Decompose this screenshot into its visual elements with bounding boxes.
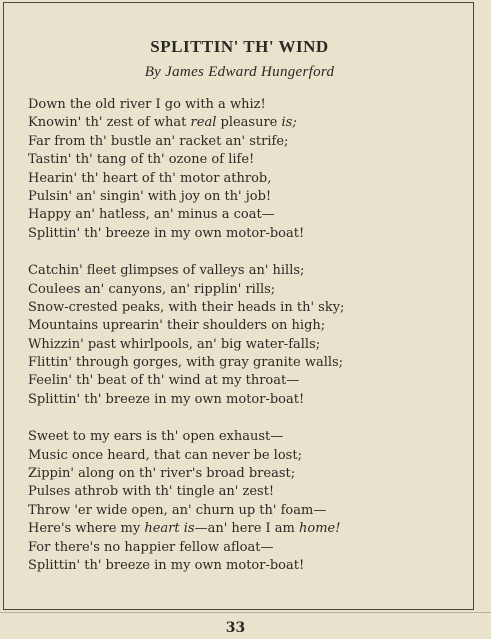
poem-stanza [28,96,468,243]
poem-line [28,151,468,169]
poem-line-text: Zippin' along on th' river's broad breast; [28,466,296,482]
poem-line-text: Snow-crested peaks, with their heads in th' sky; [28,299,345,315]
poem-line [28,225,468,243]
poem-line-text: Feelin' th' beat of th' wind at my throat— [28,373,300,389]
poem-title: SPLITTIN' TH' WIND [150,37,329,56]
poem-line-emphasis: home! [299,521,341,537]
poem-line-text: Happy an' hatless, an' minus a coat— [28,207,275,223]
poem-line [28,391,468,409]
poem-stanza [28,262,468,409]
poem-stanza [28,428,468,575]
page-edge-divider [0,612,491,613]
poem-line [28,539,468,557]
poem-line [28,114,468,132]
page-number: 33 [225,620,246,636]
poem-line-text: pleasure [216,115,282,131]
poem-byline: By James Edward Hungerford [144,64,335,80]
poem-line-text: Coulees an' canyons, an' ripplin' rills; [28,281,276,297]
poem-line-text: Tastin' th' tang of th' ozone of life! [28,152,255,168]
poem-line-text: Pulsin' an' singin' with joy on th' job! [28,188,272,204]
poem-line [28,206,468,224]
poem-line [28,354,468,372]
poem-line [28,96,468,114]
poem-line [28,133,468,151]
poem-line-text: Splittin' th' breeze in my own motor-boat! [28,557,305,573]
poem-line-emphasis: is; [281,115,297,131]
poem-line-text: Catchin' fleet glimpses of valleys an' hills; [28,263,305,279]
poem-line-text: Sweet to my ears is th' open exhaust— [28,429,284,445]
poem-line [28,447,468,465]
poem-line-text: Knowin' th' zest of what [28,115,191,131]
poem-line-text: Music once heard, that can never be lost; [28,447,302,463]
article-frame [3,2,474,610]
poem-line [28,483,468,501]
poem-line [28,372,468,390]
poem-line [28,557,468,575]
poem-line-text: Pulses athrob with th' tingle an' zest! [28,484,275,500]
poem-line [28,299,468,317]
poem-line-text: Here's where my [28,521,145,537]
poem-line-text: —an' here I am [194,521,299,537]
poem-line-text: Whizzin' past whirlpools, an' big water-falls; [28,336,321,352]
poem-line-text: Hearin' th' heart of th' motor athrob, [28,170,272,186]
poem-line [28,317,468,335]
poem-line [28,465,468,483]
poem-line-text: Splittin' th' breeze in my own motor-boat! [28,391,305,407]
poem-line-text: Splittin' th' breeze in my own motor-boat! [28,225,305,241]
poem-line [28,281,468,299]
poem-line [28,188,468,206]
poem-line [28,170,468,188]
poem-line-text: Throw 'er wide open, an' churn up th' foam— [28,502,327,518]
poem-line-text: Far from th' bustle an' racket an' strife; [28,133,289,149]
poem-line-emphasis: heart is [144,521,195,537]
poem-line-text: Down the old river I go with a whiz! [28,97,266,112]
poem-line-text: For there's no happier fellow afloat— [28,539,274,555]
poem-line [28,262,468,280]
poem-body [28,96,468,594]
poem-line [28,428,468,446]
poem-line [28,502,468,520]
poem-line-text: Flittin' through gorges, with gray granite walls; [28,355,344,371]
poem-line [28,336,468,354]
poem-line-text: Mountains uprearin' their shoulders on high; [28,318,326,334]
poem-line-emphasis: real [190,115,217,131]
poem-line [28,520,468,538]
